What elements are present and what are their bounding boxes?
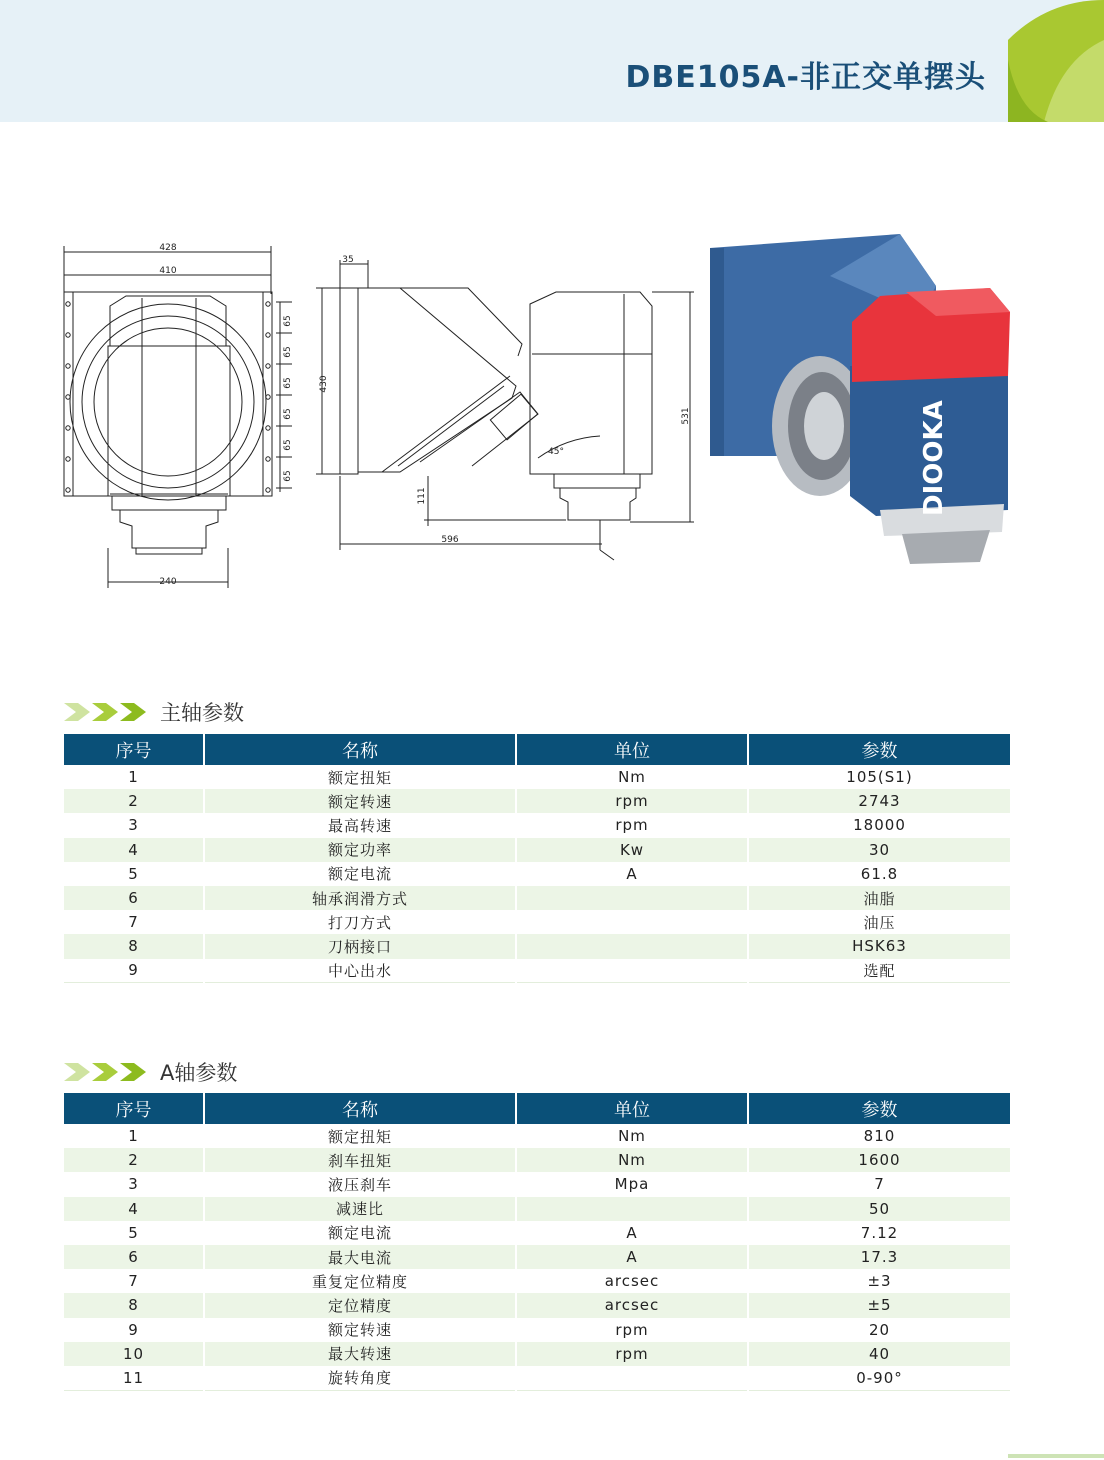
table-cell: 打刀方式 (204, 910, 516, 934)
dim-pitch: 65 (283, 315, 293, 327)
table-row (64, 1342, 1010, 1366)
table-cell: 1 (128, 1127, 139, 1146)
dim-height: 430 (319, 375, 329, 393)
table-cell: Kw (516, 838, 748, 862)
table-cell: rpm (516, 1318, 748, 1342)
table-cell: 最大电流 (204, 1245, 516, 1269)
table-cell: 8 (64, 1293, 204, 1317)
dim-pitch: 65 (283, 377, 293, 389)
dim-pitch: 65 (283, 346, 293, 358)
table-cell: 油脂 (748, 886, 1010, 910)
dim-depth: 596 (441, 535, 459, 545)
table-cell: Nm (516, 1148, 748, 1172)
table-cell: ±3 (748, 1269, 1010, 1293)
table-row (64, 1148, 1010, 1172)
table-row (64, 1318, 1010, 1342)
spindle-params-table (64, 734, 1010, 983)
a-axis-params-table (64, 1093, 1010, 1391)
table-cell: 轴承润滑方式 (204, 886, 516, 910)
table-cell: 液压刹车 (204, 1172, 516, 1196)
table-row (64, 934, 1010, 958)
dim-pitch: 65 (283, 470, 293, 482)
dim-total-height: 531 (681, 407, 691, 425)
chevron-arrows-icon (64, 1059, 154, 1085)
table-cell: 105(S1) (748, 765, 1010, 789)
table-cell: A (516, 1245, 748, 1269)
table-cell: 额定转速 (204, 789, 516, 813)
dim-pitch: 65 (283, 439, 293, 451)
footer-accent (1008, 1454, 1104, 1458)
section-title: 主轴参数 (160, 701, 244, 725)
table-cell: 5 (128, 864, 139, 883)
table-cell: 额定电流 (204, 862, 516, 886)
table-cell: 6 (64, 886, 204, 910)
dim-angle: 45° (548, 447, 564, 457)
table-cell: 刀柄接口 (204, 934, 516, 958)
product-render (710, 234, 1010, 564)
table-cell: 最高转速 (204, 813, 516, 837)
table-cell: arcsec (516, 1293, 748, 1317)
table-cell: Mpa (516, 1172, 748, 1196)
table-cell: 旋转角度 (204, 1366, 516, 1390)
table-cell: 1 (128, 768, 139, 787)
table-cell: 5 (128, 1223, 139, 1242)
table-cell: 额定电流 (204, 1221, 516, 1245)
column-header: 参数 (748, 1093, 1010, 1124)
table-cell: 重复定位精度 (204, 1269, 516, 1293)
dim-offset: 35 (342, 255, 354, 265)
table-cell: rpm (516, 789, 748, 813)
table-cell: ±5 (748, 1293, 1010, 1317)
table-row (64, 1124, 1010, 1148)
column-header: 名称 (204, 734, 516, 765)
table-cell: rpm (516, 813, 748, 837)
table-cell: 50 (748, 1197, 1010, 1221)
table-row (64, 1197, 1010, 1221)
table-cell: A (516, 1221, 748, 1245)
table-cell: 减速比 (204, 1197, 516, 1221)
dim-pitch: 65 (283, 408, 293, 420)
table-cell: arcsec (516, 1269, 748, 1293)
table-cell: 17.3 (748, 1245, 1010, 1269)
table-cell: 额定转速 (204, 1318, 516, 1342)
table-cell (516, 1366, 748, 1390)
table-cell: 3 (128, 1175, 139, 1194)
table-cell: rpm (516, 1342, 748, 1366)
table-row (64, 789, 1010, 813)
table-cell: 9 (128, 1320, 139, 1339)
table-row (64, 1245, 1010, 1269)
table-cell: 4 (64, 1197, 204, 1221)
column-header: 序号 (64, 734, 204, 765)
table-cell: 7 (128, 1272, 139, 1291)
table-header-row (64, 1093, 1010, 1124)
dim-bottom-width: 240 (159, 577, 177, 587)
table-cell: HSK63 (748, 934, 1010, 958)
section-title: A轴参数 (160, 1061, 238, 1085)
table-cell (516, 934, 748, 958)
drawing-area (0, 226, 1104, 606)
table-cell: 6 (64, 1245, 204, 1269)
table-cell: 油压 (748, 910, 1010, 934)
technical-drawing (0, 226, 1104, 606)
table-row (64, 1293, 1010, 1317)
table-row (64, 959, 1010, 983)
column-header: 参数 (748, 734, 1010, 765)
table-cell: 中心出水 (204, 959, 516, 983)
table-cell: 2 (64, 789, 204, 813)
table-cell: 额定扭矩 (204, 1124, 516, 1148)
table-row (64, 910, 1010, 934)
table-row (64, 1366, 1010, 1390)
table-cell (516, 886, 748, 910)
table-cell: 20 (748, 1318, 1010, 1342)
table-cell: 810 (748, 1124, 1010, 1148)
table-cell: 额定扭矩 (204, 765, 516, 789)
table-cell: 0-90° (748, 1366, 1010, 1390)
table-cell: 61.8 (748, 862, 1010, 886)
brand-logo: DIOOKA (919, 400, 949, 516)
table-cell (516, 910, 748, 934)
page-title: DBE105A-非正交单摆头 (625, 60, 986, 95)
table-cell: 3 (128, 816, 139, 835)
dim-inner-width: 410 (159, 266, 177, 276)
table-cell: 2743 (748, 789, 1010, 813)
table-cell: 额定功率 (204, 838, 516, 862)
column-header: 单位 (516, 1093, 748, 1124)
table-cell: 10 (64, 1342, 204, 1366)
table-cell: 9 (64, 959, 204, 983)
table-cell (516, 959, 748, 983)
table-cell: 7 (748, 1172, 1010, 1196)
table-cell: 18000 (748, 813, 1010, 837)
table-row (64, 1221, 1010, 1245)
table-cell: 11 (64, 1366, 204, 1390)
chevron-arrows-icon (64, 699, 154, 725)
table-cell: 8 (64, 934, 204, 958)
table-cell: Nm (516, 765, 748, 789)
table-cell: 刹车扭矩 (204, 1148, 516, 1172)
dim-lower-height: 111 (417, 487, 427, 505)
table-cell: 2 (64, 1148, 204, 1172)
dim-outer-width: 428 (159, 243, 177, 253)
corner-decoration (1008, 0, 1104, 122)
table-cell: 选配 (748, 959, 1010, 983)
table-cell: 40 (748, 1342, 1010, 1366)
table-row (64, 1172, 1010, 1196)
column-header: 序号 (64, 1093, 204, 1124)
table-cell: 30 (748, 838, 1010, 862)
column-header: 名称 (204, 1093, 516, 1124)
table-cell: 4 (64, 838, 204, 862)
table-row (64, 1269, 1010, 1293)
table-header-row (64, 734, 1010, 765)
table-cell: Nm (516, 1124, 748, 1148)
table-row (64, 838, 1010, 862)
table-row (64, 886, 1010, 910)
table-cell: 7.12 (748, 1221, 1010, 1245)
table-cell: 1600 (748, 1148, 1010, 1172)
table-cell: 最大转速 (204, 1342, 516, 1366)
table-cell: 7 (128, 913, 139, 932)
table-cell: A (516, 862, 748, 886)
table-row (64, 813, 1010, 837)
table-cell: 定位精度 (204, 1293, 516, 1317)
table-row (64, 862, 1010, 886)
table-cell (516, 1197, 748, 1221)
column-header: 单位 (516, 734, 748, 765)
table-row (64, 765, 1010, 789)
